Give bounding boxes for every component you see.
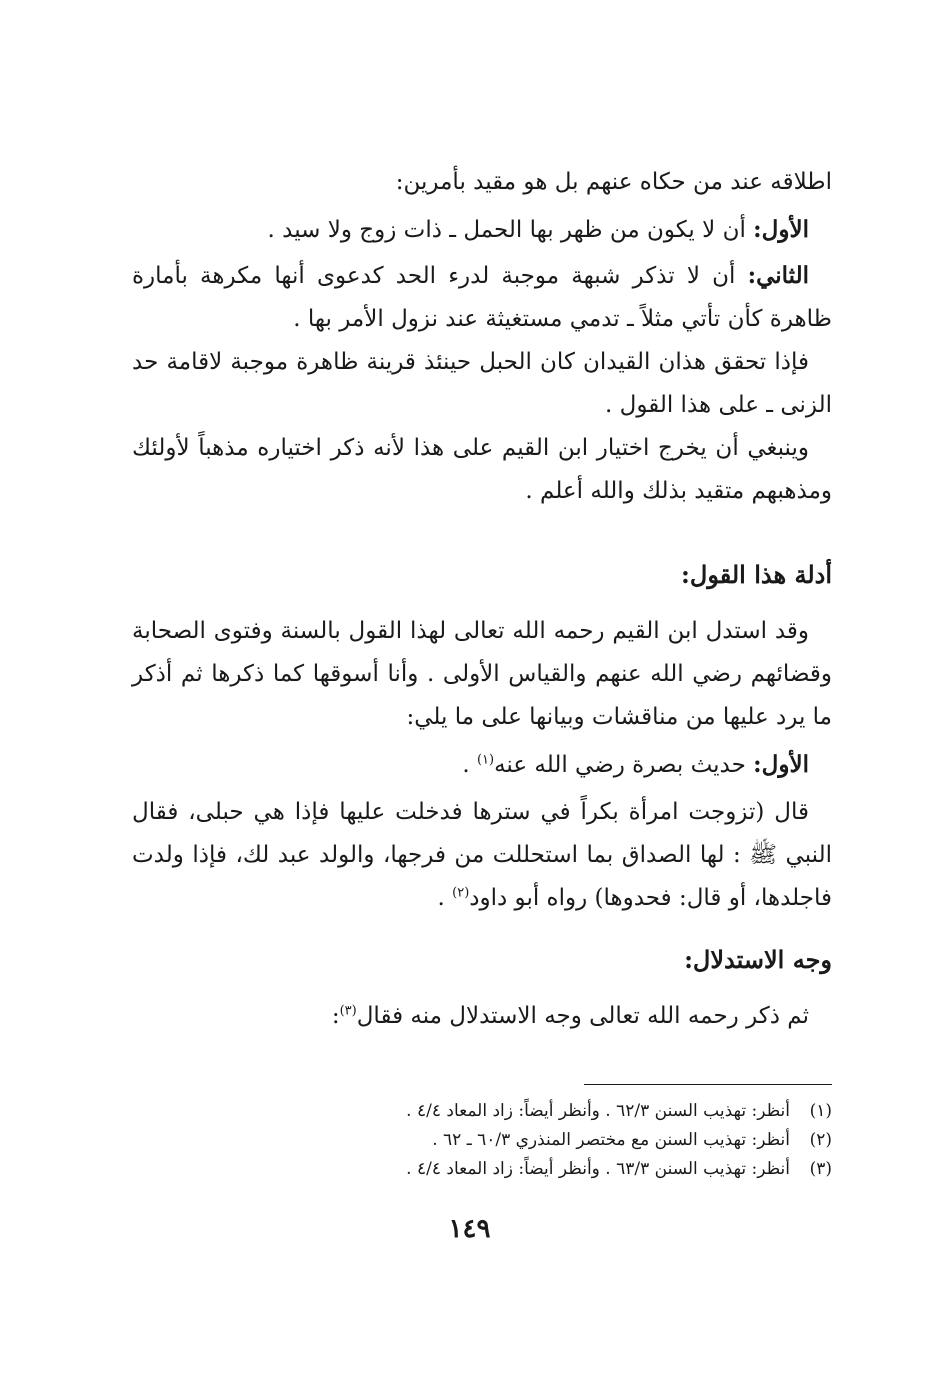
body-text-upper	[132, 161, 832, 513]
page-number: ١٤٩	[448, 1214, 491, 1244]
footnote-ref-2: (٢)	[452, 885, 470, 901]
footnote-text: أنظر: تهذيب السنن ٦٢/٣ . وأنظر أيضاً: زاد المعاد ٤/٤ .	[406, 1101, 790, 1121]
paragraph-ibn-qayyim-choice: وينبغي أن يخرج اختيار ابن القيم على هذا لأنه ذكر اختياره مذهباً لأولئك ومذهبهم متقيد بذلك والله أعلم .	[132, 435, 832, 504]
footnote-number: (٢)	[809, 1130, 832, 1150]
footnote-number: (١)	[809, 1101, 832, 1121]
footnote-item	[132, 1097, 832, 1126]
hadith-text: قال (تزوجت امرأة بكراً في سترها فدخلت عليها فإذا هي حبلى، فقال النبي ﷺ : لها الصداق بما استحللت من فرجها، والولد عبد لك، فإذا ولدت فاجلدها، أو قال: فحدوها) رواه أبو داود	[132, 799, 832, 911]
inference-end: :	[331, 1003, 340, 1029]
body-text-lower	[132, 995, 832, 1038]
paragraph-hadith	[132, 791, 832, 920]
first-evidence-label: الأول:	[753, 751, 809, 778]
paragraph-evidence-intro: وقد استدل ابن القيم رحمه الله تعالى لهذا القول بالسنة وفتوى الصحابة وقضائهم رضي الله عنهم والقياس الأولى . وأنا أسوقها كما ذكرها ثم أذكر ما يرد عليها من مناقشات وبيانها على ما يلي:	[132, 618, 832, 730]
footnotes-list	[132, 1097, 832, 1184]
paragraph-intro: اطلاقه عند من حكاه عنهم بل هو مقيد بأمرين:	[395, 169, 832, 195]
first-evidence-text: حديث بصرة رضي الله عنه	[494, 752, 754, 778]
paragraph-first-evidence	[132, 743, 832, 787]
first-label: الأول:	[753, 216, 809, 243]
first-condition-text: أن لا يكون من ظهر بها الحمل ـ ذات زوج ولا سيد .	[267, 217, 754, 243]
body-text-middle	[132, 610, 832, 920]
second-condition-text: أن لا تذكر شبهة موجبة لدرء الحد كدعوى أنها مكرهة بأمارة ظاهرة كأن تأتي مثلاً ـ تدمي مستغيثة عند نزول الأمر بها .	[132, 263, 832, 332]
paragraph-second-condition	[132, 254, 832, 341]
heading-evidence: أدلة هذا القول:	[681, 560, 832, 589]
footnote-item	[132, 1155, 832, 1184]
hadith-end: .	[437, 885, 453, 911]
footnote-divider	[584, 1084, 832, 1085]
paragraph-first-condition	[132, 208, 832, 252]
paragraph-inference	[132, 995, 832, 1038]
footnote-text: أنظر: تهذيب السنن مع مختصر المنذري ٦٠/٣ ـ ٦٢ .	[432, 1130, 790, 1150]
first-evidence-end: .	[462, 752, 477, 778]
second-label: الثاني:	[747, 262, 809, 289]
footnote-ref-3: (٣)	[339, 1003, 357, 1019]
inference-text: ثم ذكر رحمه الله تعالى وجه الاستدلال منه فقال	[356, 1003, 809, 1029]
heading-inference: وجه الاستدلال:	[684, 945, 832, 974]
paragraph-conclusion: فإذا تحقق هذان القيدان كان الحبل حينئذ قرينة ظاهرة موجبة لاقامة حد الزنى ـ على هذا القول .	[132, 349, 832, 418]
footnote-text: أنظر: تهذيب السنن ٦٣/٣ . وأنظر أيضاً: زاد المعاد ٤/٤ .	[406, 1159, 790, 1179]
footnote-item	[132, 1126, 832, 1155]
footnote-ref-1: (١)	[476, 752, 495, 768]
footnote-number: (٣)	[809, 1159, 832, 1179]
